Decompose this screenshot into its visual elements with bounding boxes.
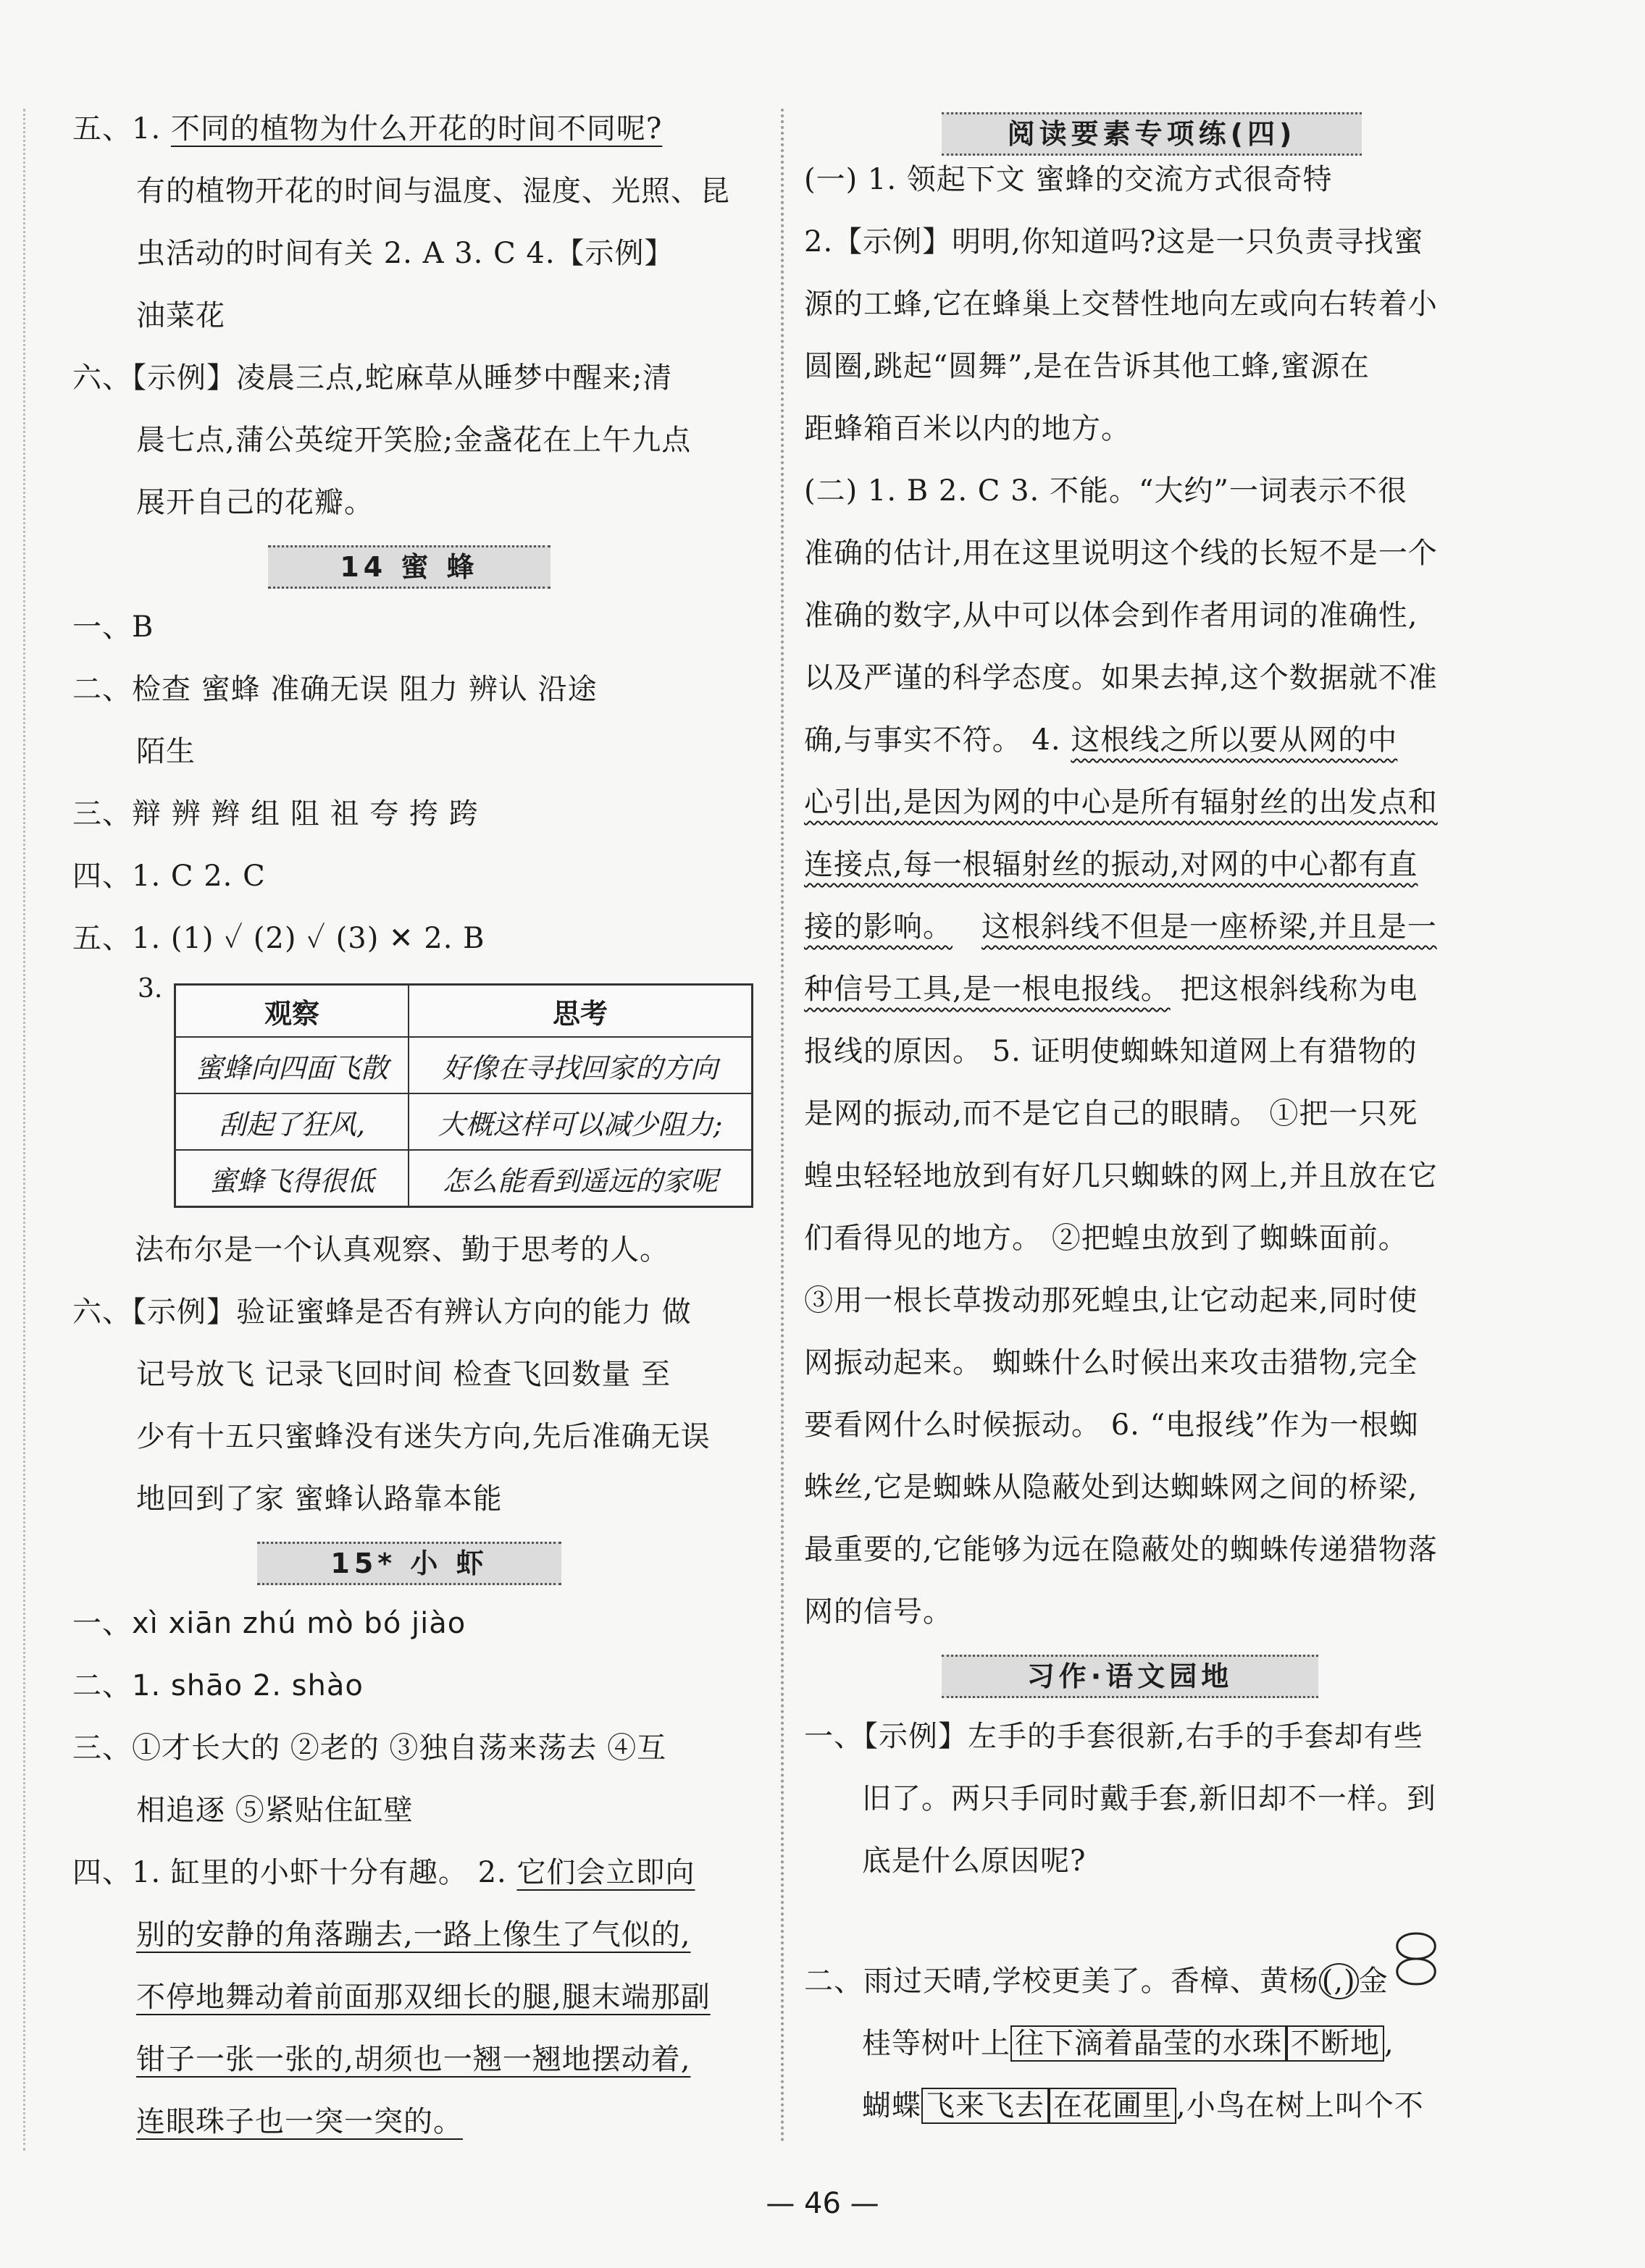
writing-heading: 习作·语文园地 <box>942 1655 1318 1698</box>
answer-line: 圆圈,跳起“圆舞”,是在告诉其他工蜂,蜜源在 <box>804 350 1370 383</box>
answer-line: 二、1. shāo 2. shào <box>72 1669 364 1702</box>
answer-line: (一) 1. 领起下文 蜜蜂的交流方式很奇特 <box>804 163 1333 196</box>
answer-line: 四、1. C 2. C <box>72 860 266 893</box>
answer-line: 陌生 <box>136 735 196 768</box>
answer-line: 晨七点,蒲公英绽开笑脸;金盏花在上午九点 <box>136 424 692 457</box>
answer-line: 网的信号。 <box>804 1595 953 1629</box>
answer-line: 二、检查 蜜蜂 准确无误 阻力 辨认 沿途 <box>72 673 598 706</box>
answer-line: 距蜂箱百米以内的地方。 <box>804 412 1131 445</box>
column-divider <box>781 109 784 2143</box>
answer-line: 2.【示例】明明,你知道吗?这是一只负责寻找蜜 <box>804 225 1424 259</box>
lesson-14-heading: 14 蜜 蜂 <box>268 545 551 589</box>
answer-line: 二、雨过天晴,学校更美了。香樟、黄杨 (,) 金 <box>804 1965 1389 1998</box>
boxed-phrase: 不断地 <box>1286 2025 1384 2062</box>
answer-line: 最重要的,它能够为远在隐蔽处的蜘蛛传递猎物落 <box>804 1533 1438 1566</box>
answer-line: 有的植物开花的时间与温度、湿度、光照、昆 <box>136 175 730 208</box>
answer-line: 蛛丝,它是蜘蛛从隐蔽处到达蜘蛛网之间的桥梁, <box>804 1471 1418 1504</box>
answer-line: 油菜花 <box>136 299 225 332</box>
table-cell: 刮起了狂风, <box>175 1093 409 1150</box>
answer-line: 桂等树叶上 往下滴着晶莹的水珠 不断地 , <box>862 2027 1394 2060</box>
table-row <box>175 1093 753 1150</box>
answer-line: 连接点,每一根辐射丝的振动,对网的中心都有直 <box>804 848 1418 881</box>
answer-line: 六、【示例】验证蜜蜂是否有辨认方向的能力 做 <box>72 1295 692 1329</box>
section-heading-wrap <box>72 1530 761 1592</box>
answer-line: 少有十五只蜜蜂没有迷失方向,先后准确无误 <box>136 1420 711 1453</box>
answer-line: 地回到了家 蜜蜂认路靠本能 <box>136 1482 503 1516</box>
answer-line: 源的工蜂,它在蜂巢上交替性地向左或向右转着小 <box>804 287 1438 321</box>
table-cell: 怎么能看到遥远的家呢 <box>409 1150 753 1207</box>
table-header: 思考 <box>409 985 753 1038</box>
answer-line: 接的影响。 这根斜线不但是一座桥梁,并且是一 <box>804 910 1437 944</box>
answer-line: 别的安静的角落蹦去,一路上像生了气似的, <box>136 1918 691 1952</box>
answer-line: 一、【示例】左手的手套很新,右手的手套却有些 <box>804 1720 1423 1753</box>
answer-line: 不停地舞动着前面那双细长的腿,腿末端那副 <box>136 1981 711 2014</box>
table-cell: 蜜蜂向四面飞散 <box>175 1037 409 1093</box>
answer-line: 五、1. 不同的植物为什么开花的时间不同呢? <box>72 112 663 146</box>
table-row <box>175 1037 753 1093</box>
table-cell: 好像在寻找回家的方向 <box>409 1037 753 1093</box>
boxed-phrase: 在花圃里 <box>1049 2088 1176 2124</box>
table-cell: 蜜蜂飞得很低 <box>175 1150 409 1207</box>
answer-line: 网振动起来。 蜘蛛什么时候出来攻击猎物,完全 <box>804 1346 1418 1379</box>
answer-line: 相追逐 ⑤紧贴住缸壁 <box>136 1794 414 1827</box>
right-column <box>804 98 1499 2137</box>
answer-line: 旧了。两只手同时戴手套,新旧却不一样。到 <box>862 1782 1436 1815</box>
answer-line: 要看网什么时候振动。 6. “电报线”作为一根蜘 <box>804 1408 1419 1442</box>
loop-correction-mark-icon <box>1384 1926 1449 1991</box>
answer-line: 连眼珠子也一突一突的。 <box>136 2105 463 2138</box>
answer-line: 是网的振动,而不是它自己的眼睛。 ①把一只死 <box>804 1097 1418 1130</box>
answer-line: 钳子一张一张的,胡须也一翘一翘地摆动着, <box>136 2043 691 2076</box>
answer-line: 三、①才长大的 ②老的 ③独自荡来荡去 ④互 <box>72 1731 667 1765</box>
table-row <box>175 1150 753 1207</box>
answer-line: 三、辩 辨 辫 组 阻 祖 夸 挎 跨 <box>72 797 479 831</box>
binding-edge <box>23 109 25 2151</box>
table-header: 观察 <box>175 985 409 1038</box>
answer-line: 记号放飞 记录飞回时间 检查飞回数量 至 <box>136 1358 671 1391</box>
answer-line: 准确的估计,用在这里说明这个线的长短不是一个 <box>804 537 1438 570</box>
section-heading-wrap <box>804 1643 1499 1705</box>
answer-line: 法布尔是一个认真观察、勤于思考的人。 <box>135 1233 669 1267</box>
answer-line: 一、B <box>72 610 154 644</box>
answer-line: 蝗虫轻轻地放到有好几只蜘蛛的网上,并且放在它 <box>804 1159 1438 1193</box>
answer-line: 展开自己的花瓣。 <box>136 486 374 519</box>
answer-line: 确,与事实不符。 4. 这根线之所以要从网的中 <box>804 723 1398 757</box>
answer-line: 底是什么原因呢? <box>862 1844 1087 1878</box>
lesson-15-heading: 15* 小 虾 <box>257 1542 561 1585</box>
boxed-phrase: 飞来飞去 <box>921 2088 1049 2124</box>
answer-line: 六、【示例】凌晨三点,蛇麻草从睡梦中醒来;清 <box>72 361 673 395</box>
answer-line: (二) 1. B 2. C 3. 不能。“大约”一词表示不很 <box>804 474 1407 508</box>
table-header-row <box>175 985 753 1038</box>
reading-practice-heading: 阅读要素专项练(四) <box>942 112 1362 156</box>
answer-line: 虫活动的时间有关 2. A 3. C 4.【示例】 <box>136 237 674 270</box>
section-heading-wrap <box>72 534 761 596</box>
answer-line: 一、xì xiān zhú mò bó jiào <box>72 1607 466 1640</box>
answer-line: 以及严谨的科学态度。如果去掉,这个数据就不准 <box>804 661 1438 694</box>
answer-line: ③用一根长草拨动那死蝗虫,让它动起来,同时使 <box>804 1284 1418 1317</box>
answer-line: 准确的数字,从中可以体会到作者用词的准确性, <box>804 599 1418 632</box>
page-number: — 46 — <box>766 2187 879 2220</box>
answer-line: 蝴蝶 飞来飞去 在花圃里 ,小鸟在树上叫个不 <box>862 2089 1424 2122</box>
answer-line: 心引出,是因为网的中心是所有辐射丝的出发点和 <box>804 786 1438 819</box>
boxed-phrase: 往下滴着晶莹的水珠 <box>1010 2025 1286 2062</box>
answer-line: 五、1. (1) ✓ (2) ✓ (3) ✕ 2. B <box>72 922 485 955</box>
answer-line: 种信号工具,是一根电报线。 把这根斜线称为电 <box>804 973 1418 1006</box>
punctuation-mark-correction: (,) <box>1319 1963 1359 1999</box>
section-heading-wrap <box>804 98 1499 148</box>
table-number: 3. <box>138 974 163 1004</box>
table-cell: 大概这样可以减少阻力; <box>409 1093 753 1150</box>
answer-line: 报线的原因。 5. 证明使蜘蛛知道网上有猎物的 <box>804 1035 1418 1068</box>
answer-line: 们看得见的地方。 ②把蝗虫放到了蜘蛛面前。 <box>804 1222 1408 1255</box>
observation-table <box>174 983 753 1208</box>
answer-line: 四、1. 缸里的小虾十分有趣。 2. 它们会立即向 <box>72 1856 695 1889</box>
